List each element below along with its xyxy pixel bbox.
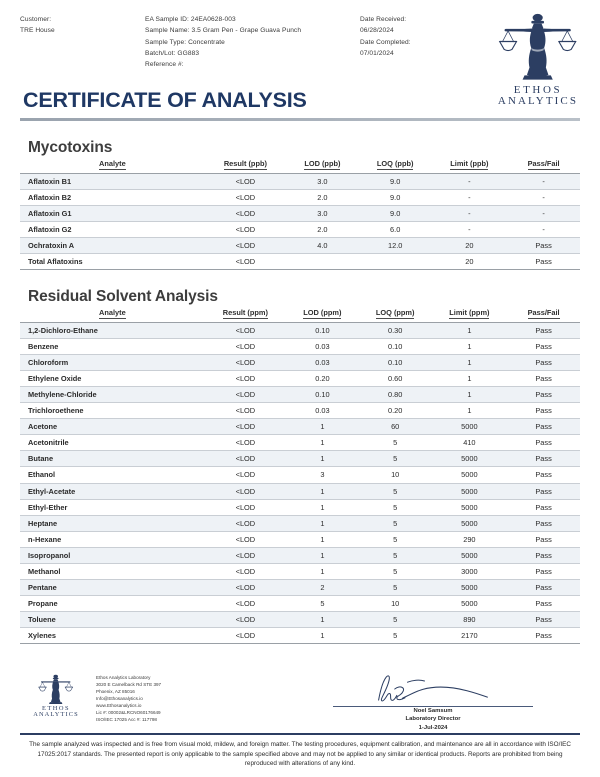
cell-result: <LOD xyxy=(205,386,286,402)
cell-loq: 9.0 xyxy=(359,173,432,189)
cell-loq: 5 xyxy=(359,580,432,596)
cell-analyte: n-Hexane xyxy=(20,531,205,547)
cell-result: <LOD xyxy=(205,467,286,483)
scales-of-justice-icon xyxy=(489,10,586,84)
cell-pass-fail: Pass xyxy=(507,467,580,483)
table-row xyxy=(20,237,580,253)
batch-lot: Batch/Lot: GG883 xyxy=(145,49,200,57)
table-row xyxy=(20,173,580,189)
cell-lod: 3.0 xyxy=(286,205,359,221)
cell-limit: 1 xyxy=(432,354,508,370)
column-limit: Limit (ppm) xyxy=(432,308,508,322)
cell-pass-fail: Pass xyxy=(507,515,580,531)
cell-analyte: Heptane xyxy=(20,515,205,531)
cell-pass-fail: Pass xyxy=(507,547,580,563)
cell-limit: 1 xyxy=(432,386,508,402)
cell-analyte: Aflatoxin B1 xyxy=(20,173,205,189)
cell-lod: 5 xyxy=(286,596,359,612)
cell-limit: - xyxy=(432,189,508,205)
cell-result: <LOD xyxy=(205,451,286,467)
cell-analyte: Ethylene Oxide xyxy=(20,370,205,386)
lab-iso-accreditation: ISO/IEC 17025 Acc #: 117798 xyxy=(96,717,157,723)
mycotoxins-table xyxy=(20,159,580,270)
cell-result: <LOD xyxy=(205,221,286,237)
sample-info-block xyxy=(145,14,360,78)
footer-logo-wordmark xyxy=(20,706,92,719)
cell-lod: 0.10 xyxy=(286,322,359,338)
column-result: Result (ppb) xyxy=(205,159,286,173)
column-result: Result (ppm) xyxy=(205,308,286,322)
cell-limit: 5000 xyxy=(432,499,508,515)
cell-pass-fail: Pass xyxy=(507,531,580,547)
sample-type: Sample Type: Concentrate xyxy=(145,38,225,46)
cell-limit: 5000 xyxy=(432,547,508,563)
cell-limit: 1 xyxy=(432,403,508,419)
cell-analyte: Ethyl-Acetate xyxy=(20,483,205,499)
cell-result: <LOD xyxy=(205,322,286,338)
cell-result: <LOD xyxy=(205,596,286,612)
cell-loq: 5 xyxy=(359,628,432,644)
table-row xyxy=(20,499,580,515)
cell-pass-fail: Pass xyxy=(507,338,580,354)
cell-lod: 0.20 xyxy=(286,370,359,386)
cell-pass-fail: Pass xyxy=(507,419,580,435)
lab-license-number: Lic #: 00002&LRCNO60176649 xyxy=(96,710,161,716)
cell-pass-fail: Pass xyxy=(507,403,580,419)
cell-loq: 5 xyxy=(359,547,432,563)
logo-area xyxy=(480,14,580,108)
cell-result: <LOD xyxy=(205,435,286,451)
table-row xyxy=(20,451,580,467)
column-pass-fail: Pass/Fail xyxy=(507,159,580,173)
cell-limit: 1 xyxy=(432,322,508,338)
cell-result: <LOD xyxy=(205,403,286,419)
signer-name: Noel Samsum xyxy=(413,707,453,714)
cell-result: <LOD xyxy=(205,419,286,435)
cell-loq: 5 xyxy=(359,499,432,515)
cell-result: <LOD xyxy=(205,499,286,515)
lab-address-line-2: Phoenix, AZ 85016 xyxy=(96,688,135,694)
cell-lod: 2.0 xyxy=(286,189,359,205)
signed-date: 1-Jul-2024 xyxy=(418,724,448,731)
cell-loq: 5 xyxy=(359,435,432,451)
cell-lod: 1 xyxy=(286,435,359,451)
cell-pass-fail: - xyxy=(507,173,580,189)
cell-analyte: Total Aflatoxins xyxy=(20,253,205,269)
cell-loq: 5 xyxy=(359,563,432,579)
cell-pass-fail: Pass xyxy=(507,322,580,338)
cell-result: <LOD xyxy=(205,338,286,354)
cell-loq: 10 xyxy=(359,467,432,483)
column-limit: Limit (ppb) xyxy=(432,159,508,173)
column-lod: LOD (ppb) xyxy=(286,159,359,173)
signer-title: Laboratory Director xyxy=(405,716,461,723)
cell-limit: - xyxy=(432,173,508,189)
sample-name: Sample Name: 3.5 Gram Pen - Grape Guava Punch xyxy=(145,27,302,35)
cell-pass-fail: Pass xyxy=(507,451,580,467)
cell-pass-fail: - xyxy=(507,205,580,221)
cell-loq: 10 xyxy=(359,596,432,612)
column-lod: LOD (ppm) xyxy=(286,308,359,322)
cell-lod: 0.10 xyxy=(286,386,359,402)
residual-solvents-table-head xyxy=(20,308,580,322)
table-row xyxy=(20,580,580,596)
cell-limit: 20 xyxy=(432,237,508,253)
signature-icon xyxy=(348,672,518,706)
cell-loq: 0.20 xyxy=(359,403,432,419)
table-row xyxy=(20,205,580,221)
cell-limit: 290 xyxy=(432,531,508,547)
cell-result: <LOD xyxy=(205,237,286,253)
cell-analyte: Isopropanol xyxy=(20,547,205,563)
lab-email[interactable]: Info@Ethosanalytics.io xyxy=(96,695,143,701)
sample-id: EA Sample ID: 24EA0628-003 xyxy=(145,16,236,23)
cell-analyte: Ochratoxin A xyxy=(20,237,205,253)
cell-result: <LOD xyxy=(205,531,286,547)
cell-result: <LOD xyxy=(205,515,286,531)
table-row xyxy=(20,338,580,354)
cell-limit: - xyxy=(432,221,508,237)
cell-analyte: Propane xyxy=(20,596,205,612)
cell-lod: 2.0 xyxy=(286,221,359,237)
cell-limit: 20 xyxy=(432,253,508,269)
cell-analyte: Acetone xyxy=(20,419,205,435)
residual-solvents-title: Residual Solvent Analysis xyxy=(28,288,218,306)
column-analyte: Analyte xyxy=(20,308,205,322)
table-header-row xyxy=(20,159,580,173)
cell-lod: 1 xyxy=(286,451,359,467)
table-header-row xyxy=(20,308,580,322)
column-loq: LOQ (ppb) xyxy=(359,159,432,173)
table-row xyxy=(20,467,580,483)
residual-solvents-table-body xyxy=(20,322,580,644)
cell-loq: 0.30 xyxy=(359,322,432,338)
cell-analyte: Ethanol xyxy=(20,467,205,483)
cell-analyte: Acetonitrile xyxy=(20,435,205,451)
residual-solvents-table xyxy=(20,308,580,644)
cell-pass-fail: Pass xyxy=(507,253,580,269)
cell-limit: 5000 xyxy=(432,419,508,435)
cell-limit: 2170 xyxy=(432,628,508,644)
cell-pass-fail: Pass xyxy=(507,499,580,515)
cell-lod: 1 xyxy=(286,483,359,499)
cell-loq: 60 xyxy=(359,419,432,435)
footer-logo-line-2: ANALYTICS xyxy=(33,711,79,719)
mycotoxins-section xyxy=(20,139,580,270)
document-footer xyxy=(20,670,580,769)
mycotoxins-table-head xyxy=(20,159,580,173)
footer-logo xyxy=(20,670,92,719)
cell-pass-fail: - xyxy=(507,221,580,237)
cell-limit: 5000 xyxy=(432,596,508,612)
table-row xyxy=(20,386,580,402)
cell-pass-fail: Pass xyxy=(507,596,580,612)
table-row xyxy=(20,419,580,435)
cell-lod xyxy=(286,253,359,269)
signature-block xyxy=(286,670,580,733)
cell-analyte: 1,2-Dichloro-Ethane xyxy=(20,322,205,338)
cell-analyte: Toluene xyxy=(20,612,205,628)
cell-pass-fail: Pass xyxy=(507,483,580,499)
footer-top xyxy=(20,670,580,732)
cell-limit: 1 xyxy=(432,338,508,354)
cell-result: <LOD xyxy=(205,173,286,189)
cell-loq: 6.0 xyxy=(359,221,432,237)
mycotoxins-title: Mycotoxins xyxy=(28,139,113,156)
cell-lod: 0.03 xyxy=(286,338,359,354)
cell-lod: 1 xyxy=(286,499,359,515)
date-completed-value: 07/01/2024 xyxy=(360,49,394,57)
table-row xyxy=(20,253,580,269)
cell-loq: 9.0 xyxy=(359,205,432,221)
table-row xyxy=(20,531,580,547)
cell-analyte: Pentane xyxy=(20,580,205,596)
cell-lod: 1 xyxy=(286,515,359,531)
cell-lod: 1 xyxy=(286,628,359,644)
cell-lod: 4.0 xyxy=(286,237,359,253)
mycotoxins-table-body xyxy=(20,173,580,270)
lab-address-block xyxy=(92,670,286,724)
cell-loq: 5 xyxy=(359,515,432,531)
scales-of-justice-icon xyxy=(34,673,77,706)
cell-loq: 5 xyxy=(359,483,432,499)
cell-result: <LOD xyxy=(205,189,286,205)
dates-block xyxy=(360,14,480,78)
cell-analyte: Aflatoxin B2 xyxy=(20,189,205,205)
table-row xyxy=(20,628,580,644)
cell-analyte: Trichloroethene xyxy=(20,403,205,419)
page-title: CERTIFICATE OF ANALYSIS xyxy=(23,88,307,112)
title-divider xyxy=(20,118,580,121)
table-row xyxy=(20,563,580,579)
cell-limit: 5000 xyxy=(432,483,508,499)
table-row xyxy=(20,515,580,531)
cell-result: <LOD xyxy=(205,370,286,386)
customer-name: TRE House xyxy=(20,27,55,35)
cell-pass-fail: Pass xyxy=(507,580,580,596)
logo-line-2: ANALYTICS xyxy=(497,95,579,108)
cell-result: <LOD xyxy=(205,580,286,596)
column-pass-fail: Pass/Fail xyxy=(507,308,580,322)
footer-divider xyxy=(20,733,580,736)
cell-limit: 890 xyxy=(432,612,508,628)
disclaimer-text: The sample analyzed was inspected and is free from visual mold, mildew, and foreign matter. The testing procedures, equipment calibration, and maintenance are all in accordance with ISO/IEC 17025:2017 standards. The presented report is only applicable to the sample specified above and may not be applied to any similar or identical products. Reports are prohibited from being reproduced with alterations of any kind. xyxy=(29,741,571,768)
cell-analyte: Aflatoxin G1 xyxy=(20,205,205,221)
cell-loq: 5 xyxy=(359,531,432,547)
cell-lod: 1 xyxy=(286,419,359,435)
cell-result: <LOD xyxy=(205,253,286,269)
footer-logo-line-1: ETHOS xyxy=(41,704,71,712)
cell-analyte: Aflatoxin G2 xyxy=(20,221,205,237)
table-row xyxy=(20,370,580,386)
cell-result: <LOD xyxy=(205,612,286,628)
reference-number: Reference #: xyxy=(145,61,184,69)
cell-limit: 1 xyxy=(432,370,508,386)
cell-limit: 3000 xyxy=(432,563,508,579)
cell-pass-fail: Pass xyxy=(507,612,580,628)
cell-analyte: Chloroform xyxy=(20,354,205,370)
table-row xyxy=(20,403,580,419)
cell-analyte: Methylene-Chloride xyxy=(20,386,205,402)
cell-loq: 5 xyxy=(359,451,432,467)
cell-limit: 5000 xyxy=(432,467,508,483)
cell-loq: 9.0 xyxy=(359,189,432,205)
table-row xyxy=(20,435,580,451)
lab-website[interactable]: www.Ethosanalytics.io xyxy=(96,703,142,708)
cell-loq: 0.10 xyxy=(359,354,432,370)
cell-result: <LOD xyxy=(205,205,286,221)
date-received-label: Date Received: xyxy=(360,16,407,23)
cell-limit: 5000 xyxy=(432,451,508,467)
table-row xyxy=(20,612,580,628)
table-row xyxy=(20,483,580,499)
cell-lod: 1 xyxy=(286,563,359,579)
customer-block xyxy=(20,14,145,78)
date-completed-label: Date Completed: xyxy=(360,38,411,46)
table-row xyxy=(20,221,580,237)
cell-analyte: Benzene xyxy=(20,338,205,354)
table-row xyxy=(20,354,580,370)
lab-address-line-1: 3020 E Camelback Rd STE 397 xyxy=(96,681,162,687)
cell-loq: 0.60 xyxy=(359,370,432,386)
cell-loq: 12.0 xyxy=(359,237,432,253)
cell-lod: 3.0 xyxy=(286,173,359,189)
company-logo xyxy=(488,10,588,107)
table-row xyxy=(20,596,580,612)
cell-limit: 410 xyxy=(432,435,508,451)
cell-pass-fail: Pass xyxy=(507,370,580,386)
cell-lod: 0.03 xyxy=(286,354,359,370)
residual-solvents-section xyxy=(20,288,580,644)
cell-lod: 0.03 xyxy=(286,403,359,419)
logo-wordmark xyxy=(488,85,588,107)
cell-result: <LOD xyxy=(205,483,286,499)
customer-label: Customer: xyxy=(20,16,52,23)
cell-pass-fail: Pass xyxy=(507,563,580,579)
cell-pass-fail: Pass xyxy=(507,354,580,370)
date-received-value: 06/28/2024 xyxy=(360,27,394,35)
table-row xyxy=(20,189,580,205)
cell-lod: 2 xyxy=(286,580,359,596)
cell-loq: 0.80 xyxy=(359,386,432,402)
logo-line-1: ETHOS xyxy=(513,84,563,96)
cell-loq xyxy=(359,253,432,269)
cell-result: <LOD xyxy=(205,563,286,579)
cell-result: <LOD xyxy=(205,628,286,644)
cell-limit: 5000 xyxy=(432,580,508,596)
cell-pass-fail: Pass xyxy=(507,237,580,253)
cell-analyte: Butane xyxy=(20,451,205,467)
table-row xyxy=(20,322,580,338)
cell-pass-fail: Pass xyxy=(507,628,580,644)
cell-lod: 1 xyxy=(286,612,359,628)
cell-lod: 1 xyxy=(286,531,359,547)
cell-loq: 5 xyxy=(359,612,432,628)
cell-loq: 0.10 xyxy=(359,338,432,354)
cell-pass-fail: Pass xyxy=(507,435,580,451)
lab-name: Ethos Analytics Laboratory xyxy=(96,674,151,680)
cell-result: <LOD xyxy=(205,354,286,370)
cell-analyte: Methanol xyxy=(20,563,205,579)
column-loq: LOQ (ppm) xyxy=(359,308,432,322)
cell-analyte: Ethyl-Ether xyxy=(20,499,205,515)
cell-limit: - xyxy=(432,205,508,221)
table-row xyxy=(20,547,580,563)
cell-lod: 3 xyxy=(286,467,359,483)
cell-pass-fail: Pass xyxy=(507,386,580,402)
cell-lod: 1 xyxy=(286,547,359,563)
cell-limit: 5000 xyxy=(432,515,508,531)
cell-result: <LOD xyxy=(205,547,286,563)
cell-analyte: Xylenes xyxy=(20,628,205,644)
column-analyte: Analyte xyxy=(20,159,205,173)
cell-pass-fail: - xyxy=(507,189,580,205)
